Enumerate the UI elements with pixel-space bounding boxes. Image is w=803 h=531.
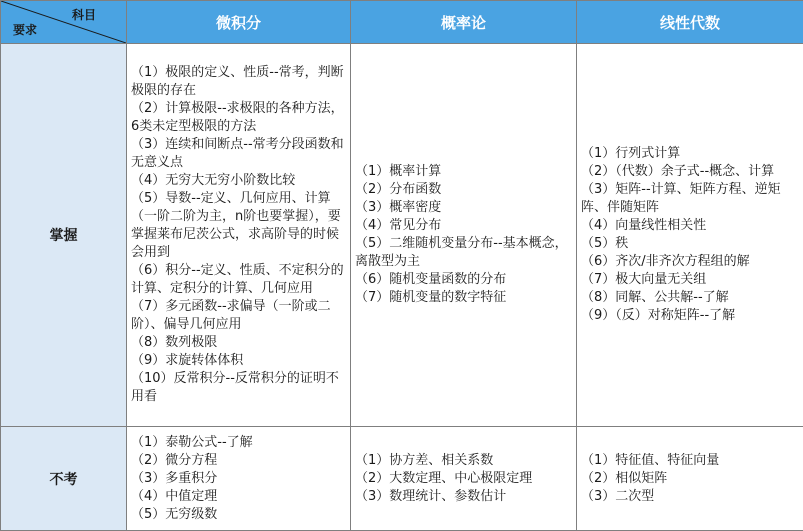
list-item: （3）矩阵--计算、矩阵方程、逆矩阵、伴随矩阵 <box>581 182 781 215</box>
list-item: （2）（代数）余子式--概念、计算 <box>581 164 775 179</box>
list-item: （2）计算极限--求极限的各种方法，6类未定型极限的方法 <box>131 101 344 134</box>
row-label-master: 掌握 <box>1 44 127 427</box>
list-item: （6）随机变量函数的分布 <box>355 272 507 287</box>
list-item: （5）无穷级数 <box>131 506 218 522</box>
list-item: （5）二维随机变量分布--基本概念，离散型为主 <box>355 236 568 269</box>
list-item: （3）概率密度 <box>355 200 442 215</box>
list-item: （3）连续和间断点--常考分段函数和无意义点 <box>131 137 344 170</box>
list-item: （2）微分方程 <box>131 452 218 468</box>
table-row-not-tested <box>1 427 803 531</box>
cell-master-probability <box>351 44 577 427</box>
list-item: （7）随机变量的数字特征 <box>355 290 507 305</box>
list-item: （4）无穷大无穷小阶数比较 <box>131 173 296 188</box>
column-header-calculus: 微积分 <box>127 1 351 44</box>
cell-not-tested-linear-algebra <box>577 427 803 531</box>
list-item: （9）求旋转体体积 <box>131 353 244 368</box>
column-header-linear-algebra: 线性代数 <box>577 1 803 44</box>
list-item: （1）特征值、特征向量 <box>581 452 720 468</box>
list-item: （5）导数--定义、几何应用、计算（一阶二阶为主，n阶也要掌握），要掌握莱布尼茨公式，求高阶导的时候会用到 <box>131 191 341 260</box>
corner-requirement-label: 要求 <box>13 23 38 37</box>
list-item: （1）极限的定义、性质--常考，判断极限的存在 <box>131 65 344 98</box>
list-item: （1）概率计算 <box>355 164 442 179</box>
cell-master-calculus <box>127 44 351 427</box>
list-item: （4）中值定理 <box>131 488 218 504</box>
cell-master-linear-algebra <box>577 44 803 427</box>
row-label-not-tested: 不考 <box>1 427 127 531</box>
list-item: （10）反常积分--反常积分的证明不用看 <box>131 371 339 404</box>
header-row <box>1 1 803 44</box>
list-item: （1）行列式计算 <box>581 146 681 161</box>
corner-header <box>1 1 127 44</box>
list-item: （2）相似矩阵 <box>581 470 668 486</box>
list-item: （3）多重积分 <box>131 470 218 486</box>
list-item: （1）协方差、相关系数 <box>355 452 494 468</box>
list-item: （8）同解、公共解--了解 <box>581 290 729 305</box>
list-item: （7）多元函数--求偏导（一阶或二阶）、偏导几何应用 <box>131 299 331 332</box>
list-item: （6）积分--定义、性质、不定积分的计算、定积分的计算、几何应用 <box>131 263 344 296</box>
column-header-probability: 概率论 <box>351 1 577 44</box>
corner-subject-label: 科目 <box>71 8 96 22</box>
list-item: （4）向量线性相关性 <box>581 218 707 233</box>
list-item: （5）秩 <box>581 236 629 251</box>
list-item: （2）大数定理、中心极限定理 <box>355 470 533 486</box>
list-item: （1）泰勒公式--了解 <box>131 434 253 450</box>
table-row-master <box>1 44 803 427</box>
list-item: （7）极大向量无关组 <box>581 272 707 287</box>
cell-not-tested-probability <box>351 427 577 531</box>
list-item: （3）数理统计、参数估计 <box>355 488 507 504</box>
list-item: （8）数列极限 <box>131 335 218 350</box>
list-item: （4）常见分布 <box>355 218 442 233</box>
list-item: （9）（反）对称矩阵--了解 <box>581 308 736 323</box>
list-item: （2）分布函数 <box>355 182 442 197</box>
list-item: （6）齐次/非齐次方程组的解 <box>581 254 750 269</box>
cell-not-tested-calculus <box>127 427 351 531</box>
list-item: （3）二次型 <box>581 488 655 504</box>
